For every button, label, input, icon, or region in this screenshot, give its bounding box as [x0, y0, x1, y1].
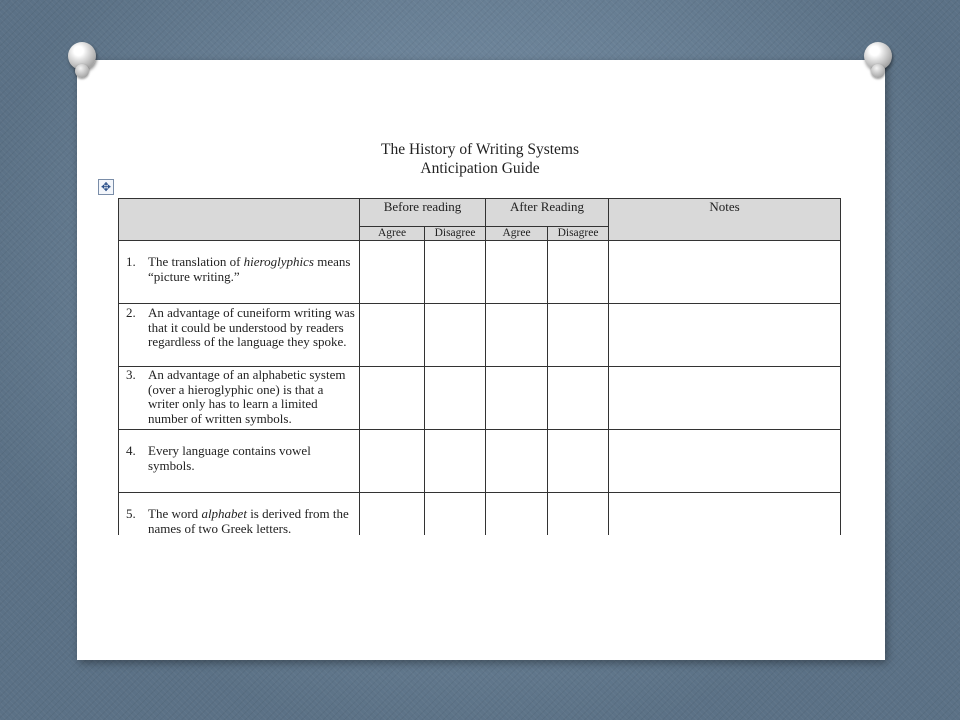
after-agree-cell[interactable] [486, 430, 548, 493]
statement-text: Every language contains vowel symbols. [148, 443, 311, 473]
after-disagree-cell[interactable] [548, 430, 609, 493]
title-line-2: Anticipation Guide [420, 160, 540, 177]
statement-cell [119, 430, 360, 493]
statement-emphasis: alphabet [201, 506, 247, 521]
statement-number: 2. [126, 305, 136, 320]
anticipation-guide-table [118, 198, 841, 535]
header-after-reading: After Reading [486, 199, 609, 227]
pushpin-right-icon [864, 42, 892, 70]
statement-text: The word [148, 506, 202, 521]
after-agree-cell[interactable] [486, 241, 548, 304]
after-disagree-cell[interactable] [548, 241, 609, 304]
statement-number: 4. [126, 443, 136, 458]
document-image [96, 120, 864, 535]
before-agree-cell[interactable] [360, 304, 425, 367]
statement-text-end: means “picture writing.” [148, 254, 351, 284]
pushpin-left-icon [68, 42, 96, 70]
before-disagree-cell[interactable] [425, 304, 486, 367]
statement-cell [119, 304, 360, 367]
header-notes: Notes [609, 199, 841, 241]
header-before-reading: Before reading [360, 199, 486, 227]
notes-cell[interactable] [609, 367, 841, 430]
header-before-agree: Agree [360, 227, 425, 241]
header-after-agree: Agree [486, 227, 548, 241]
notes-cell[interactable] [609, 241, 841, 304]
after-disagree-cell[interactable] [548, 304, 609, 367]
before-disagree-cell[interactable] [425, 367, 486, 430]
table-row [119, 241, 841, 304]
statement-text: The translation of [148, 254, 244, 269]
statement-text-end: is derived from the names of two Greek letters. [148, 506, 349, 535]
document-title [96, 140, 864, 178]
after-agree-cell[interactable] [486, 367, 548, 430]
statement-number: 1. [126, 254, 136, 269]
statement-cell [119, 367, 360, 430]
notes-cell[interactable] [609, 304, 841, 367]
notes-cell[interactable] [609, 493, 841, 536]
table-row [119, 430, 841, 493]
after-disagree-cell[interactable] [548, 493, 609, 536]
before-agree-cell[interactable] [360, 493, 425, 536]
header-blank-cell [119, 199, 360, 241]
after-agree-cell[interactable] [486, 304, 548, 367]
header-after-disagree: Disagree [548, 227, 609, 241]
header-before-disagree: Disagree [425, 227, 486, 241]
after-disagree-cell[interactable] [548, 367, 609, 430]
statement-text: An advantage of cuneiform writing was that it could be understood by readers regardless of the language they spoke. [148, 305, 355, 349]
statement-cell [119, 493, 360, 536]
before-disagree-cell[interactable] [425, 430, 486, 493]
before-disagree-cell[interactable] [425, 241, 486, 304]
statement-number: 3. [126, 367, 136, 382]
table-row [119, 493, 841, 536]
table-row [119, 304, 841, 367]
before-agree-cell[interactable] [360, 430, 425, 493]
before-disagree-cell[interactable] [425, 493, 486, 536]
title-line-1: The History of Writing Systems [381, 141, 579, 158]
statement-cell [119, 241, 360, 304]
statement-emphasis: hieroglyphics [243, 254, 314, 269]
notes-cell[interactable] [609, 430, 841, 493]
statement-text: An advantage of an alphabetic system (over a hieroglyphic one) is that a writer only has to learn a limited number of written symbols. [148, 367, 346, 426]
statement-number: 5. [126, 506, 136, 521]
after-agree-cell[interactable] [486, 493, 548, 536]
before-agree-cell[interactable] [360, 241, 425, 304]
before-agree-cell[interactable] [360, 367, 425, 430]
move-arrows-icon[interactable]: ✥ [98, 179, 114, 195]
table-row [119, 367, 841, 430]
